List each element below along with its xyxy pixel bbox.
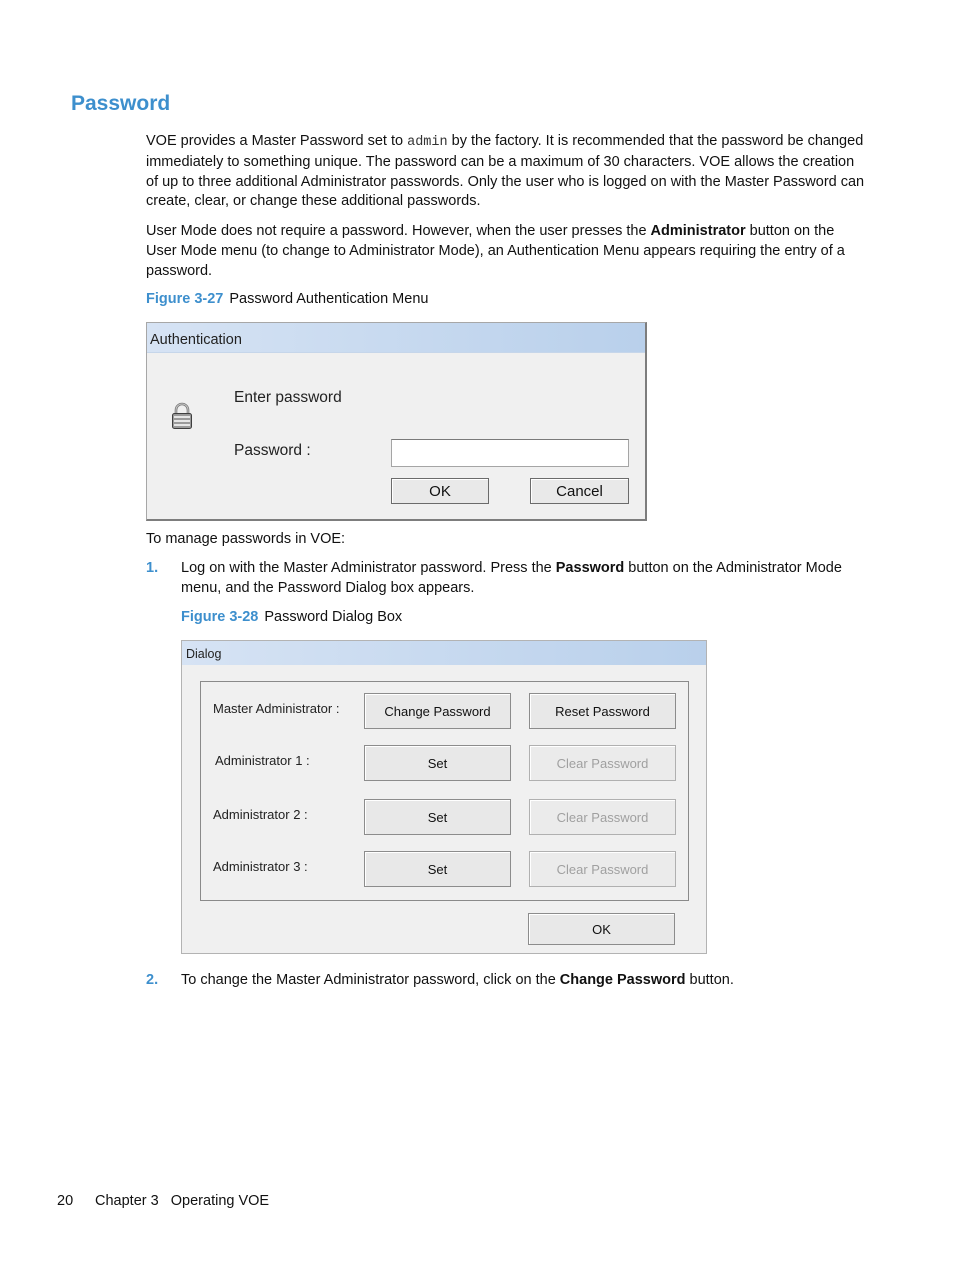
step-2-text: To change the Master Administrator password, click on the Change Password button. [181, 972, 734, 988]
reset-password-button[interactable]: Reset Password [529, 693, 676, 729]
clear-password-1-button[interactable]: Clear Password [529, 745, 676, 781]
page-heading: Password [71, 92, 171, 115]
dialog-titlebar [182, 641, 706, 665]
ok-button[interactable]: OK [391, 478, 489, 504]
clear-password-3-button[interactable]: Clear Password [529, 851, 676, 887]
authentication-dialog [146, 322, 647, 521]
clear-password-2-button[interactable]: Clear Password [529, 799, 676, 835]
lock-icon [171, 401, 193, 436]
dialog-titlebar [147, 323, 645, 353]
password-groupbox [200, 681, 689, 901]
manage-intro: To manage passwords in VOE: [146, 531, 346, 547]
set-administrator-2-button[interactable]: Set [364, 799, 511, 835]
enter-password-prompt: Enter password [234, 389, 342, 406]
step-1-number: 1. [146, 560, 159, 576]
set-administrator-1-button[interactable]: Set [364, 745, 511, 781]
dialog-title: Authentication [150, 332, 242, 348]
dialog-title: Dialog [186, 647, 222, 661]
footer-page-number: 20 [57, 1193, 74, 1209]
change-password-button[interactable]: Change Password [364, 693, 511, 729]
set-administrator-3-button[interactable]: Set [364, 851, 511, 887]
default-password-code: admin [407, 135, 448, 150]
row-label-administrator-2: Administrator 2 : [213, 807, 308, 822]
cancel-button[interactable]: Cancel [530, 478, 629, 504]
dialog-ok-button[interactable]: OK [528, 913, 675, 945]
intro-paragraph-2: User Mode does not require a password. However, when the user presses the Administrator button on the User Mode menu (to change to Administrator Mode), an Authentication Menu appears requiring the entry of a password. [146, 223, 845, 279]
password-dialog [181, 640, 707, 954]
figure-caption-1: Figure 3-27 Password Authentication Menu [146, 291, 429, 307]
step-1-text: Log on with the Master Administrator password. Press the Password button on the Administrator Mode menu, and the Password Dialog box appears. [181, 560, 842, 596]
step-2-number: 2. [146, 972, 159, 988]
footer-chapter: Chapter 3 Operating VOE [95, 1193, 270, 1209]
figure-caption-2: Figure 3-28 Password Dialog Box [181, 609, 403, 625]
password-label: Password : [234, 442, 311, 459]
password-input[interactable] [391, 439, 629, 467]
row-label-administrator-1: Administrator 1 : [215, 753, 310, 768]
intro-paragraph-1: VOE provides a Master Password set to admin by the factory. It is recommended that the password be changed immediately to something unique. The password can be a maximum of 30 characters. VOE allows the creation of up to three additional Administrator passwords. Only the user who is logged on with the Master Password can create, clear, or change these additional passwords. [146, 133, 865, 210]
row-label-administrator-3: Administrator 3 : [213, 859, 308, 874]
row-label-master-administrator: Master Administrator : [213, 701, 340, 716]
